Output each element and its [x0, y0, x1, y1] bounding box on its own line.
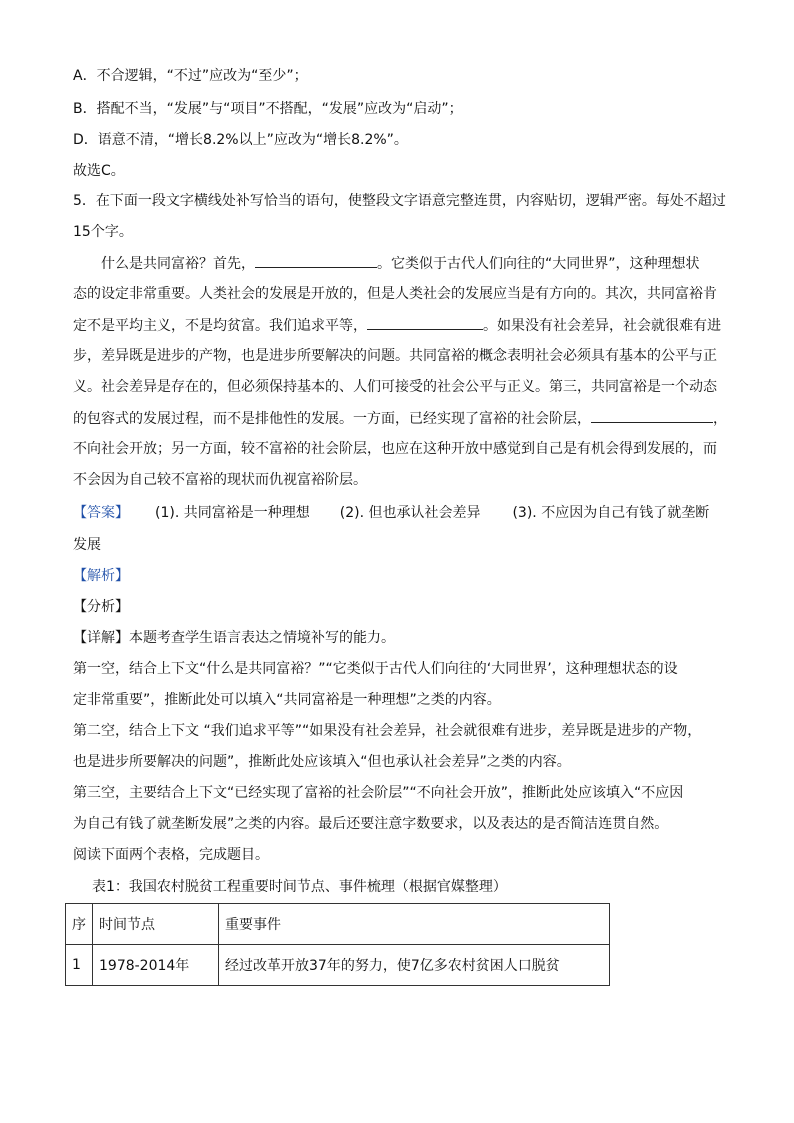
passage-text: 的包容式的发展过程，而不是排他性的发展。一方面，已经实现了富裕的社会阶层， [73, 411, 591, 427]
blank2-explain: 第二空，结合上下文 “我们追求平等”“如果没有社会差异，社会就很难有进步，差异既是进步的产物， [73, 723, 702, 739]
detail-tag: 【详解】 [73, 630, 129, 646]
jiexi-heading: 【解析】 [73, 568, 129, 584]
passage-text: 什么是共同富裕？首先， [101, 256, 255, 272]
passage-line [73, 315, 721, 336]
fenxi-heading: 【分析】 [73, 599, 129, 615]
header-cell: 时间节点 [93, 904, 219, 945]
passage-line: 态的设定非常重要。人类社会的发展是开放的，但是人类社会的发展应当是有方向的。其次，共同富裕肯 [73, 286, 717, 302]
passage-line [73, 408, 727, 429]
blank1-explain-cont: 定非常重要”，推断此处可以填入“共同富裕是一种理想”之类的内容。 [73, 692, 501, 708]
detail-text: 本题考查学生语言表达之情境补写的能力。 [129, 630, 395, 646]
reading-intro: 阅读下面两个表格，完成题目。 [73, 847, 269, 863]
events-table [65, 903, 610, 986]
table-cell: 经过改革开放37年的努力，使7亿多农村贫困人口脱贫 [219, 945, 610, 986]
blank-1 [255, 253, 377, 268]
option-b: B．搭配不当，“发展”与“项目”不搭配，“发展”应改为“启动”； [73, 101, 463, 117]
passage-text: 定不是平均主义，不是均贫富。我们追求平等， [73, 318, 367, 334]
passage-line: 不向社会开放；另一方面，较不富裕的社会阶层，也应在这种开放中感觉到自己是有机会得到发展的，而 [73, 441, 717, 457]
option-d: D．语意不清，“增长8.2%以上”应改为“增长8.2%”。 [73, 132, 408, 148]
table-caption: 表1：我国农村脱贫工程重要时间节点、事件梳理（根据官媒整理） [92, 879, 507, 895]
answer-item-3: (3). 不应因为自己有钱了就垄断 [512, 505, 710, 521]
answer-choice: 故选C。 [73, 163, 125, 179]
blank-3 [591, 408, 713, 423]
blank3-explain-cont: 为自己有钱了就垄断发展”之类的内容。最后还要注意字数要求，以及表达的是否简洁连贯自然。 [73, 816, 669, 832]
question5-stem: 5．在下面一段文字横线处补写恰当的语句，使整段文字语意完整连贯，内容贴切，逻辑严密。每处不超过 [73, 193, 726, 209]
answer-item-1: (1). 共同富裕是一种理想 [155, 505, 310, 521]
answer-cont: 发展 [73, 537, 101, 553]
answer-line [73, 503, 709, 523]
passage-text: ， [713, 411, 727, 427]
passage-line: 义。社会差异是存在的，但必须保持基本的、人们可接受的社会公平与正义。第三，共同富裕是一个动态 [73, 379, 717, 395]
answer-item-2: (2). 但也承认社会差异 [339, 505, 481, 521]
passage-line [101, 253, 700, 274]
table-header-row [66, 904, 610, 945]
header-cell: 序 [66, 904, 93, 945]
passage-text: 。它类似于古代人们向往的“大同世界”，这种理想状 [377, 256, 700, 272]
question5-stem-cont: 15个字。 [73, 224, 133, 240]
option-a: A．不合逻辑，“不过”应改为“至少”； [73, 68, 308, 84]
detail-line [73, 628, 395, 648]
passage-line: 步，差异既是进步的产物，也是进步所要解决的问题。共同富裕的概念表明社会必须具有基本的公平与正 [73, 348, 717, 364]
blank-2 [367, 315, 483, 330]
table-cell: 1978-2014年 [93, 945, 219, 986]
header-cell: 重要事件 [219, 904, 610, 945]
blank3-explain: 第三空，主要结合上下文“已经实现了富裕的社会阶层”“不向社会开放”，推断此处应该填入“不应因 [73, 785, 684, 801]
blank2-explain-cont: 也是进步所要解决的问题”，推断此处应该填入“但也承认社会差异”之类的内容。 [73, 754, 571, 770]
table-cell: 1 [66, 945, 93, 986]
passage-line: 不会因为自己较不富裕的现状而仇视富裕阶层。 [73, 472, 367, 488]
table-row [66, 945, 610, 986]
answer-tag: 【答案】 [73, 505, 129, 521]
blank1-explain: 第一空，结合上下文“什么是共同富裕？”“它类似于古代人们向往的‘大同世界’，这种理想状态的设 [73, 661, 678, 677]
passage-text: 。如果没有社会差异，社会就很难有进 [483, 318, 721, 334]
